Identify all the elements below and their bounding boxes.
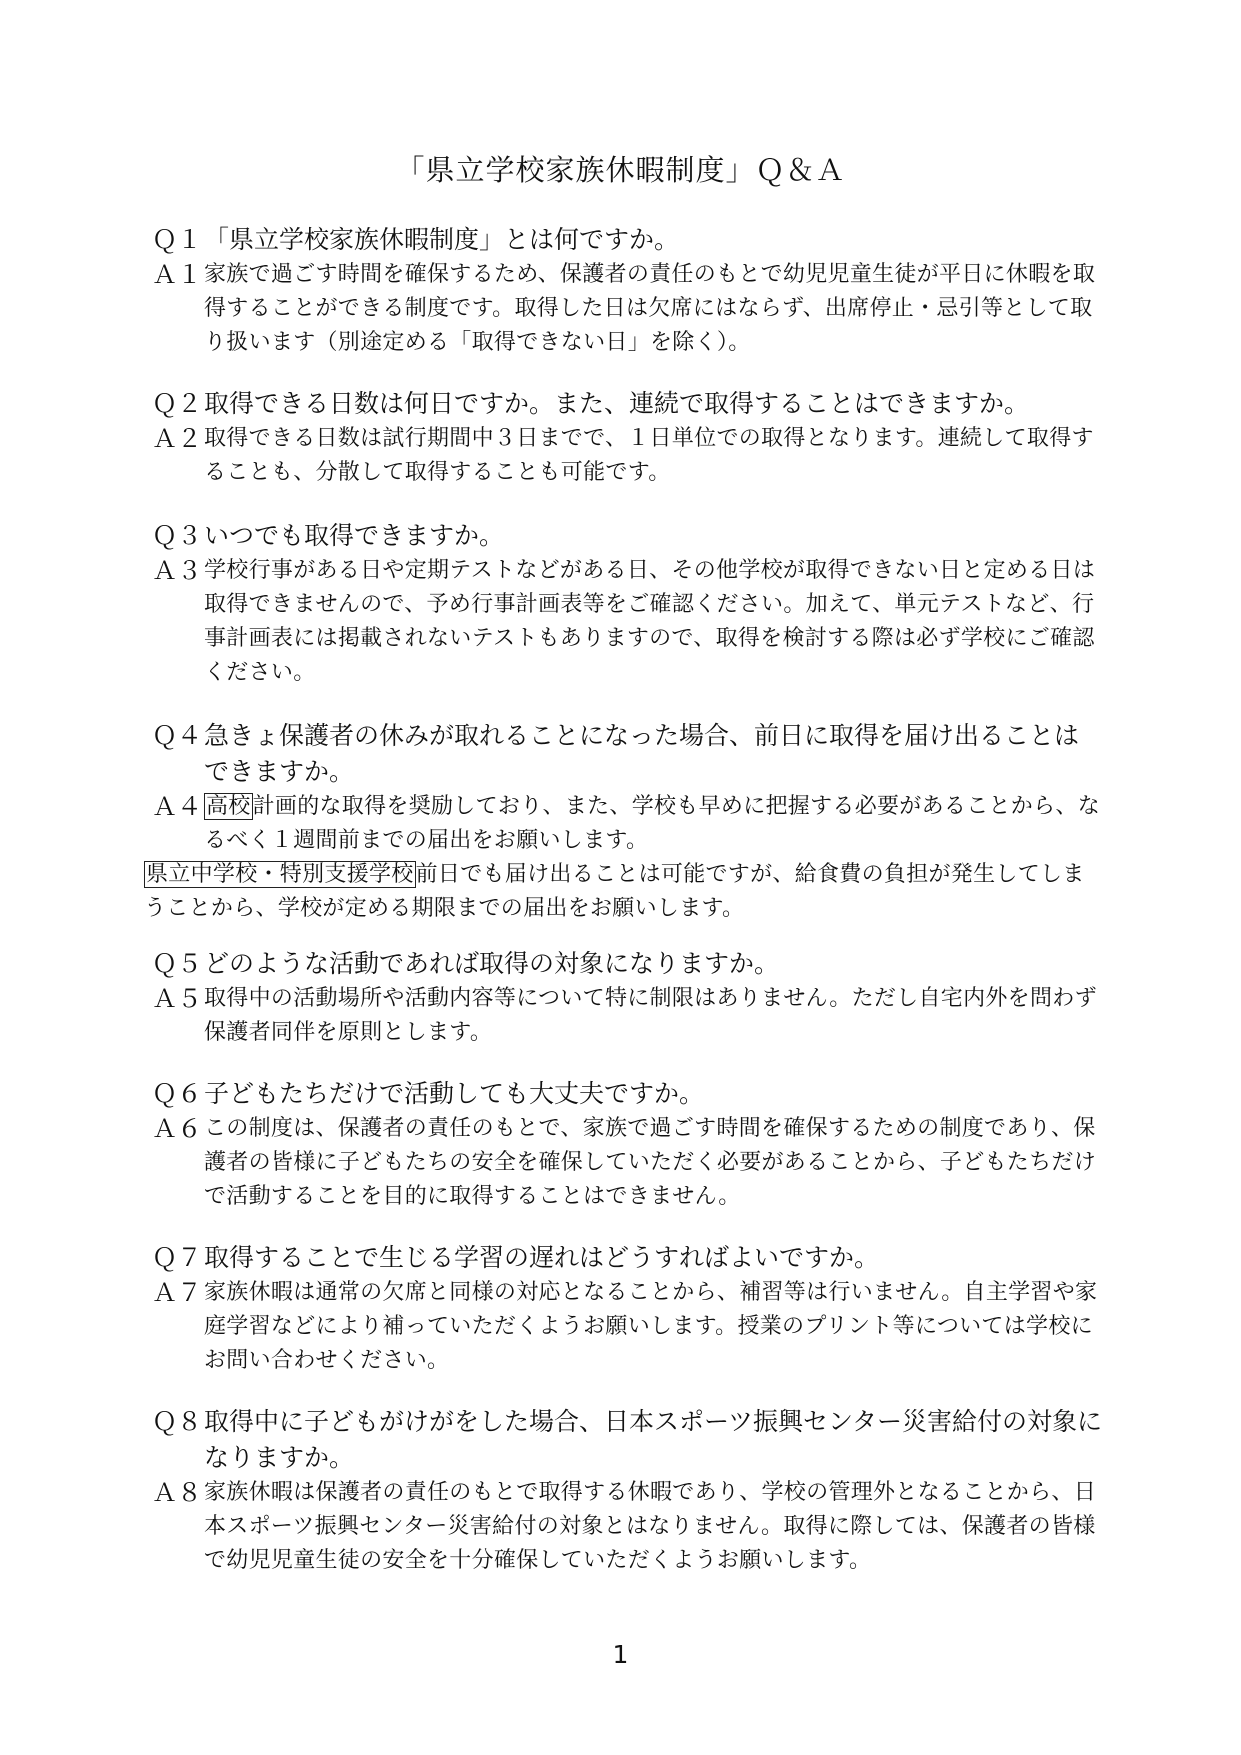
answer-label: Ａ３ [152,556,203,585]
answer-row-secondary [144,858,1102,926]
qa-item-6 [152,1076,1102,1214]
question-label: Ｑ３ [152,521,203,550]
qa-item-1 [152,222,1102,360]
answer-label: Ａ８ [152,1478,203,1507]
answer-row [152,790,1102,858]
answer-row [152,1276,1102,1378]
question-text: 取得中に子どもがけがをした場合、日本スポーツ振興センター災害給付の対象になりますか。 [204,1407,1103,1472]
question-text: 「県立学校家族休暇制度」とは何ですか。 [204,225,680,254]
page-number: 1 [612,1640,629,1669]
answer-text: この制度は、保護者の責任のもとで、家族で過ごす時間を確保するための制度であり、保護者の皆様に子どもたちの安全を確保していただく必要があることから、子どもたちだけで活動することを目的に取得することはできません。 [204,1116,1097,1209]
question-text: いつでも取得できますか。 [204,521,505,550]
answer-label: Ａ２ [152,424,203,453]
answer-row [152,422,1102,490]
question-text: どのような活動であれば取得の対象になりますか。 [204,949,780,978]
answer-text-secondary [144,858,1102,926]
qa-item-2 [152,386,1102,490]
answer-text [204,790,1102,858]
answer-label: Ａ５ [152,984,203,1013]
question-row [152,1404,1102,1476]
answer-label: Ａ７ [152,1278,203,1307]
answer-row [152,554,1102,690]
school-type-box-junior-special: 県立中学校・特別支援学校 [146,862,414,887]
question-row [152,518,1102,554]
answer-label: Ａ４ [152,792,203,821]
question-label: Ｑ８ [152,1407,203,1436]
question-row [152,718,1102,790]
question-label: Ｑ４ [152,721,203,750]
question-label: Ｑ２ [152,389,203,418]
question-row [152,222,1102,258]
school-type-box-high-school: 高校 [206,794,251,819]
question-row [152,1240,1102,1276]
question-row [152,946,1102,982]
answer-row [152,1476,1102,1578]
question-row [152,1076,1102,1112]
answer-text: 学校行事がある日や定期テストなどがある日、その他学校が取得できない日と定める日は取得できませんので、予め行事計画表等をご確認ください。加えて、単元テストなど、行事計画表には掲載されないテストもありますので、取得を検討する際は必ず学校にご確認ください。 [204,558,1096,685]
question-text: 取得することで生じる学習の遅れはどうすればよいですか。 [204,1243,880,1272]
answer-text: 家族で過ごす時間を確保するため、保護者の責任のもとで幼児児童生徒が平日に休暇を取得することができる制度です。取得した日は欠席にはならず、出席停止・忌引等として取り扱います（別途定める「取得できない日」を除く）。 [204,262,1096,355]
answer-text-junior-special: 前日でも届け出ることは可能ですが、給食費の負担が発生してしまうことから、学校が定める期限までの届出をお願いします。 [144,862,1085,921]
answer-label: Ａ６ [152,1114,203,1143]
question-label: Ｑ５ [152,949,203,978]
question-text: 急きょ保護者の休みが取れることになった場合、前日に取得を届け出ることはできますか。 [204,721,1080,786]
answer-text-high-school: 計画的な取得を奨励しており、また、学校も早めに把握する必要があることから、なるべく１週間前までの届出をお願いします。 [204,794,1101,853]
answer-text: 家族休暇は通常の欠席と同様の対応となることから、補習等は行いません。自主学習や家庭学習などにより補っていただくようお願いします。授業のプリント等については学校にお問い合わせください。 [204,1280,1098,1373]
question-label: Ｑ７ [152,1243,203,1272]
qa-item-7 [152,1240,1102,1378]
qa-item-8 [152,1404,1102,1578]
question-text: 子どもたちだけで活動しても大丈夫ですか。 [204,1079,705,1108]
qa-item-5 [152,946,1102,1050]
page-title: 「県立学校家族休暇制度」Ｑ＆Ａ [395,153,846,187]
qa-item-4 [144,718,1102,926]
qa-item-3 [152,518,1102,690]
answer-row [152,982,1102,1050]
answer-text: 家族休暇は保護者の責任のもとで取得する休暇であり、学校の管理外となることから、日本スポーツ振興センター災害給付の対象とはなりません。取得に際しては、保護者の皆様で幼児児童生徒の安全を十分確保していただくようお願いします。 [204,1480,1097,1573]
question-label: Ｑ１ [152,225,203,254]
answer-row [152,258,1102,360]
answer-row [152,1112,1102,1214]
question-row [152,386,1102,422]
answer-text: 取得できる日数は試行期間中３日までで、１日単位での取得となります。連続して取得することも、分散して取得することも可能です。 [204,426,1094,485]
question-label: Ｑ６ [152,1079,203,1108]
answer-text: 取得中の活動場所や活動内容等について特に制限はありません。ただし自宅内外を問わず保護者同伴を原則とします。 [204,986,1097,1045]
question-text: 取得できる日数は何日ですか。また、連続で取得することはできますか。 [204,389,1030,418]
answer-label: Ａ１ [152,260,203,289]
